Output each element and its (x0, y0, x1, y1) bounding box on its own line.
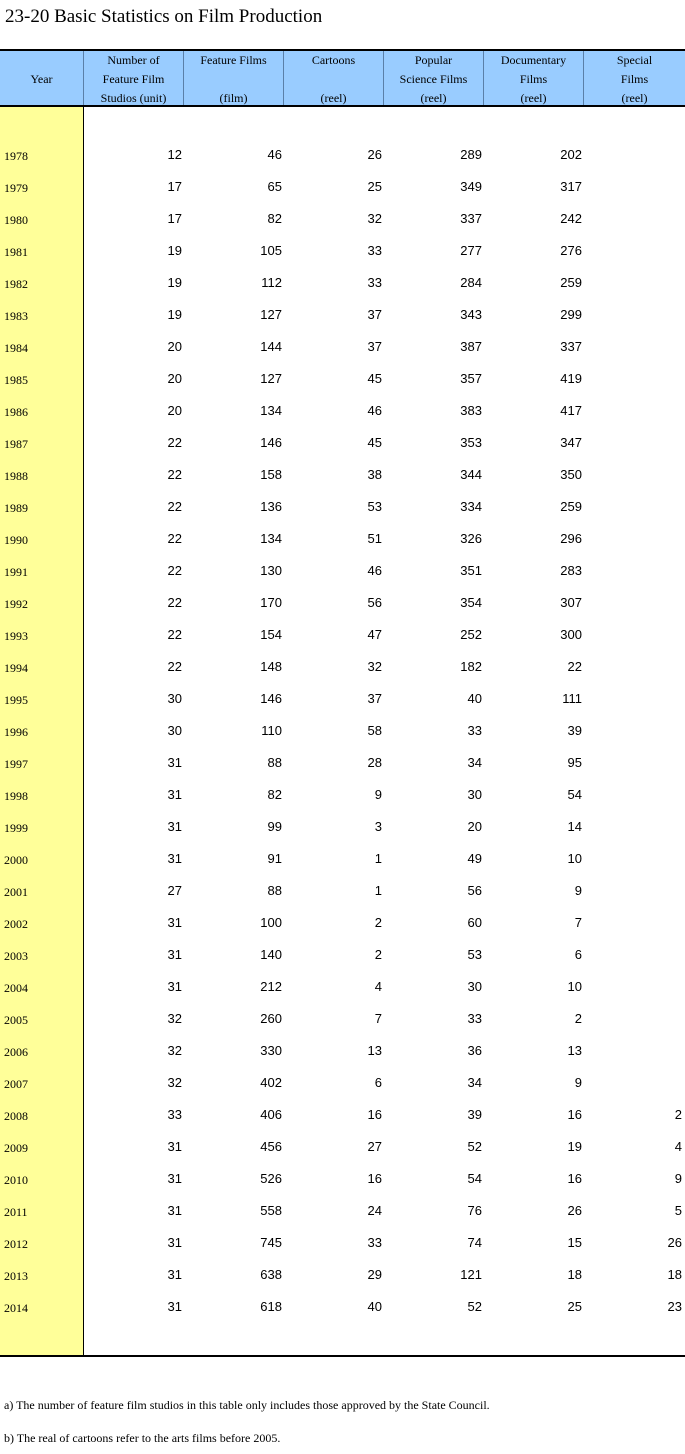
value-cell: 350 (560, 467, 582, 482)
year-cell: 1987 (4, 437, 28, 451)
value-cell: 242 (560, 211, 582, 226)
footnote-b: b) The real of cartoons refer to the arts films before 2005. (4, 1431, 281, 1445)
value-cell: 259 (560, 275, 582, 290)
header-line: Films (519, 72, 548, 86)
year-cell: 2014 (4, 1301, 28, 1315)
year-cell: 1989 (4, 501, 28, 515)
value-cell: 16 (367, 1171, 382, 1186)
value-cell: 112 (261, 275, 282, 290)
value-cell: 49 (467, 851, 482, 866)
value-cell: 148 (260, 659, 282, 674)
value-cell: 300 (560, 627, 582, 642)
value-cell: 56 (467, 883, 482, 898)
value-cell: 349 (460, 179, 482, 194)
value-cell: 60 (467, 915, 482, 930)
value-cell: 29 (367, 1267, 382, 1282)
table-row (0, 915, 685, 947)
table-row (0, 691, 685, 723)
value-cell: 91 (267, 851, 282, 866)
value-cell: 337 (560, 339, 582, 354)
value-cell: 357 (460, 371, 482, 386)
value-cell: 638 (260, 1267, 282, 1282)
value-cell: 14 (567, 819, 582, 834)
header-line (284, 70, 383, 89)
value-cell: 9 (674, 1171, 682, 1186)
value-cell: 134 (260, 403, 282, 418)
value-cell: 121 (460, 1267, 482, 1282)
table-row (0, 947, 685, 979)
value-cell: 9 (574, 1075, 582, 1090)
value-cell: 202 (560, 147, 582, 162)
value-cell: 19 (567, 1139, 582, 1154)
value-cell: 456 (260, 1139, 282, 1154)
value-cell: 7 (574, 915, 582, 930)
year-cell: 2000 (4, 853, 28, 867)
value-cell: 337 (460, 211, 482, 226)
value-cell: 52 (467, 1299, 482, 1314)
value-cell: 20 (167, 403, 182, 418)
year-cell: 1990 (4, 533, 28, 547)
value-cell: 32 (167, 1011, 182, 1026)
year-cell: 1983 (4, 309, 28, 323)
value-cell: 100 (260, 915, 282, 930)
header-line: (reel) (520, 91, 547, 105)
header-line: Popular (414, 53, 453, 67)
year-cell: 1993 (4, 629, 28, 643)
value-cell: 417 (560, 403, 582, 418)
header-cell (84, 51, 184, 105)
value-cell: 105 (260, 243, 282, 258)
value-cell: 354 (460, 595, 482, 610)
value-cell: 31 (167, 1171, 182, 1186)
table-row (0, 243, 685, 275)
value-cell: 31 (167, 979, 182, 994)
value-cell: 22 (167, 531, 182, 546)
value-cell: 18 (567, 1267, 582, 1282)
header-cell (584, 51, 685, 105)
value-cell: 20 (467, 819, 482, 834)
header-line: Cartoons (311, 53, 356, 67)
value-cell: 30 (467, 787, 482, 802)
value-cell: 22 (167, 627, 182, 642)
value-cell: 252 (460, 627, 482, 642)
value-cell: 32 (367, 659, 382, 674)
table-row (0, 467, 685, 499)
value-cell: 343 (460, 307, 482, 322)
header-cell (0, 51, 84, 105)
value-cell: 289 (460, 147, 482, 162)
table-row (0, 979, 685, 1011)
value-cell: 22 (167, 467, 182, 482)
value-cell: 82 (267, 211, 282, 226)
value-cell: 25 (567, 1299, 582, 1314)
value-cell: 276 (560, 243, 582, 258)
year-cell: 1998 (4, 789, 28, 803)
value-cell: 4 (674, 1139, 682, 1154)
value-cell: 33 (167, 1107, 182, 1122)
value-cell: 317 (560, 179, 582, 194)
value-cell: 558 (260, 1203, 282, 1218)
value-cell: 46 (267, 147, 282, 162)
value-cell: 182 (460, 659, 482, 674)
header-line: Science Films (399, 72, 468, 86)
value-cell: 33 (367, 1235, 382, 1250)
year-cell: 1997 (4, 757, 28, 771)
value-cell: 19 (167, 307, 182, 322)
value-cell: 31 (167, 819, 182, 834)
value-cell: 22 (167, 435, 182, 450)
value-cell: 277 (460, 243, 482, 258)
value-cell: 31 (167, 1203, 182, 1218)
value-cell: 95 (567, 755, 582, 770)
value-cell: 22 (567, 659, 582, 674)
table-header (0, 49, 685, 107)
year-cell: 2004 (4, 981, 28, 995)
value-cell: 10 (567, 851, 582, 866)
value-cell: 19 (167, 275, 182, 290)
value-cell: 53 (367, 499, 382, 514)
value-cell: 54 (567, 787, 582, 802)
value-cell: 260 (260, 1011, 282, 1026)
header-line (0, 89, 83, 108)
value-cell: 45 (367, 435, 382, 450)
value-cell: 134 (260, 531, 282, 546)
header-line: (reel) (320, 91, 347, 105)
header-line (0, 51, 83, 70)
table-row (0, 1203, 685, 1235)
value-cell: 58 (367, 723, 382, 738)
table-row (0, 883, 685, 915)
value-cell: 6 (574, 947, 582, 962)
value-cell: 34 (467, 755, 482, 770)
value-cell: 146 (260, 435, 282, 450)
value-cell: 56 (367, 595, 382, 610)
value-cell: 24 (367, 1203, 382, 1218)
value-cell: 127 (260, 307, 282, 322)
value-cell: 9 (574, 883, 582, 898)
value-cell: 31 (167, 755, 182, 770)
value-cell: 5 (674, 1203, 682, 1218)
value-cell: 110 (261, 723, 282, 738)
value-cell: 82 (267, 787, 282, 802)
header-cell (184, 51, 284, 105)
value-cell: 37 (367, 307, 382, 322)
footnote-a: a) The number of feature film studios in this table only includes those approved by the State Council. (4, 1398, 490, 1412)
value-cell: 22 (167, 659, 182, 674)
year-cell: 2010 (4, 1173, 28, 1187)
table-row (0, 371, 685, 403)
value-cell: 54 (467, 1171, 482, 1186)
value-cell: 130 (260, 563, 282, 578)
year-cell: 1980 (4, 213, 28, 227)
value-cell: 22 (167, 595, 182, 610)
value-cell: 344 (460, 467, 482, 482)
value-cell: 296 (560, 531, 582, 546)
value-cell: 31 (167, 947, 182, 962)
header-cell (284, 51, 384, 105)
value-cell: 33 (367, 275, 382, 290)
value-cell: 31 (167, 787, 182, 802)
value-cell: 326 (460, 531, 482, 546)
year-cell: 1999 (4, 821, 28, 835)
value-cell: 284 (460, 275, 482, 290)
value-cell: 25 (367, 179, 382, 194)
year-cell: 2002 (4, 917, 28, 931)
value-cell: 39 (467, 1107, 482, 1122)
value-cell: 419 (560, 371, 582, 386)
value-cell: 74 (467, 1235, 482, 1250)
year-cell: 2008 (4, 1109, 28, 1123)
value-cell: 27 (367, 1139, 382, 1154)
value-cell: 351 (460, 563, 482, 578)
value-cell: 76 (467, 1203, 482, 1218)
value-cell: 33 (467, 723, 482, 738)
value-cell: 39 (567, 723, 582, 738)
value-cell: 618 (260, 1299, 282, 1314)
year-cell: 1984 (4, 341, 28, 355)
table-row (0, 755, 685, 787)
value-cell: 26 (667, 1235, 682, 1250)
table-row (0, 1267, 685, 1299)
year-cell: 1986 (4, 405, 28, 419)
year-cell: 1992 (4, 597, 28, 611)
year-cell: 2003 (4, 949, 28, 963)
value-cell: 13 (367, 1043, 382, 1058)
value-cell: 6 (374, 1075, 382, 1090)
value-cell: 47 (367, 627, 382, 642)
value-cell: 30 (167, 723, 182, 738)
value-cell: 10 (567, 979, 582, 994)
table-row (0, 1235, 685, 1267)
value-cell: 111 (562, 691, 582, 706)
value-cell: 170 (260, 595, 282, 610)
year-cell: 1991 (4, 565, 28, 579)
value-cell: 40 (467, 691, 482, 706)
value-cell: 46 (367, 563, 382, 578)
value-cell: 45 (367, 371, 382, 386)
year-cell: 2012 (4, 1237, 28, 1251)
value-cell: 402 (260, 1075, 282, 1090)
value-cell: 19 (167, 243, 182, 258)
value-cell: 38 (367, 467, 382, 482)
table-row (0, 211, 685, 243)
value-cell: 18 (667, 1267, 682, 1282)
value-cell: 22 (167, 499, 182, 514)
table-row (0, 147, 685, 179)
value-cell: 526 (260, 1171, 282, 1186)
value-cell: 51 (367, 531, 382, 546)
value-cell: 22 (167, 563, 182, 578)
table-row (0, 1299, 685, 1331)
value-cell: 387 (460, 339, 482, 354)
value-cell: 16 (367, 1107, 382, 1122)
value-cell: 33 (367, 243, 382, 258)
value-cell: 13 (567, 1043, 582, 1058)
value-cell: 26 (367, 147, 382, 162)
value-cell: 32 (167, 1075, 182, 1090)
header-line: Special (616, 53, 653, 67)
table-row (0, 1171, 685, 1203)
header-line: Documentary (500, 53, 567, 67)
value-cell: 154 (260, 627, 282, 642)
table-row (0, 531, 685, 563)
value-cell: 30 (167, 691, 182, 706)
value-cell: 34 (467, 1075, 482, 1090)
header-line: Number of (107, 53, 160, 67)
header-line: Year (30, 72, 53, 86)
value-cell: 37 (367, 691, 382, 706)
year-cell: 2009 (4, 1141, 28, 1155)
value-cell: 2 (674, 1107, 682, 1122)
table-row (0, 627, 685, 659)
header-line: (reel) (621, 91, 648, 105)
value-cell: 23 (667, 1299, 682, 1314)
table-row (0, 1075, 685, 1107)
value-cell: 31 (167, 1267, 182, 1282)
table-row (0, 595, 685, 627)
value-cell: 30 (467, 979, 482, 994)
value-cell: 745 (260, 1235, 282, 1250)
value-cell: 283 (560, 563, 582, 578)
table-row (0, 307, 685, 339)
table-row (0, 659, 685, 691)
value-cell: 16 (567, 1107, 582, 1122)
value-cell: 32 (367, 211, 382, 226)
value-cell: 16 (567, 1171, 582, 1186)
table-row (0, 819, 685, 851)
value-cell: 40 (367, 1299, 382, 1314)
value-cell: 1 (374, 883, 382, 898)
table-row (0, 1043, 685, 1075)
value-cell: 127 (260, 371, 282, 386)
table-row (0, 275, 685, 307)
header-line (184, 70, 283, 89)
value-cell: 17 (167, 211, 182, 226)
value-cell: 347 (560, 435, 582, 450)
table-row (0, 1011, 685, 1043)
table-bottom-rule (0, 1355, 685, 1357)
value-cell: 20 (167, 371, 182, 386)
year-cell: 1985 (4, 373, 28, 387)
table-row (0, 179, 685, 211)
year-cell: 2001 (4, 885, 28, 899)
header-line: Studios (unit) (100, 91, 167, 105)
table-row (0, 435, 685, 467)
value-cell: 31 (167, 1299, 182, 1314)
year-cell: 1994 (4, 661, 28, 675)
value-cell: 37 (367, 339, 382, 354)
value-cell: 9 (374, 787, 382, 802)
header-cell (384, 51, 484, 105)
page-title: 23-20 Basic Statistics on Film Production (5, 6, 323, 27)
year-cell: 1982 (4, 277, 28, 291)
value-cell: 31 (167, 1139, 182, 1154)
value-cell: 31 (167, 851, 182, 866)
value-cell: 26 (567, 1203, 582, 1218)
value-cell: 1 (374, 851, 382, 866)
value-cell: 17 (167, 179, 182, 194)
year-cell: 1996 (4, 725, 28, 739)
year-cell: 2005 (4, 1013, 28, 1027)
header-line: Feature Film (102, 72, 165, 86)
value-cell: 46 (367, 403, 382, 418)
value-cell: 31 (167, 1235, 182, 1250)
value-cell: 307 (560, 595, 582, 610)
table-row (0, 499, 685, 531)
value-cell: 88 (267, 755, 282, 770)
header-line: Feature Films (200, 53, 267, 67)
value-cell: 144 (260, 339, 282, 354)
table-row (0, 563, 685, 595)
value-cell: 3 (374, 819, 382, 834)
table-row (0, 787, 685, 819)
value-cell: 2 (374, 915, 382, 930)
value-cell: 334 (460, 499, 482, 514)
table-row (0, 339, 685, 371)
value-cell: 31 (167, 915, 182, 930)
value-cell: 53 (467, 947, 482, 962)
header-cell (484, 51, 584, 105)
header-line: Films (620, 72, 649, 86)
table-row (0, 1139, 685, 1171)
year-cell: 1978 (4, 149, 28, 163)
value-cell: 7 (374, 1011, 382, 1026)
year-cell: 2011 (4, 1205, 28, 1219)
value-cell: 33 (467, 1011, 482, 1026)
year-cell: 1979 (4, 181, 28, 195)
value-cell: 28 (367, 755, 382, 770)
value-cell: 99 (267, 819, 282, 834)
value-cell: 27 (167, 883, 182, 898)
value-cell: 2 (574, 1011, 582, 1026)
value-cell: 259 (560, 499, 582, 514)
year-cell: 1995 (4, 693, 28, 707)
value-cell: 383 (460, 403, 482, 418)
header-line: (film) (219, 91, 248, 105)
value-cell: 15 (567, 1235, 582, 1250)
year-cell: 2006 (4, 1045, 28, 1059)
value-cell: 36 (467, 1043, 482, 1058)
value-cell: 136 (260, 499, 282, 514)
value-cell: 353 (460, 435, 482, 450)
value-cell: 330 (260, 1043, 282, 1058)
value-cell: 406 (260, 1107, 282, 1122)
value-cell: 140 (260, 947, 282, 962)
table-row (0, 723, 685, 755)
value-cell: 146 (260, 691, 282, 706)
header-line: (reel) (420, 91, 447, 105)
value-cell: 212 (260, 979, 282, 994)
table-row (0, 851, 685, 883)
value-cell: 88 (267, 883, 282, 898)
value-cell: 299 (560, 307, 582, 322)
table-row (0, 403, 685, 435)
year-cell: 2007 (4, 1077, 28, 1091)
year-cell: 1981 (4, 245, 28, 259)
year-cell: 2013 (4, 1269, 28, 1283)
value-cell: 20 (167, 339, 182, 354)
value-cell: 32 (167, 1043, 182, 1058)
value-cell: 12 (167, 147, 182, 162)
value-cell: 4 (374, 979, 382, 994)
value-cell: 2 (374, 947, 382, 962)
value-cell: 65 (267, 179, 282, 194)
table-row (0, 1107, 685, 1139)
value-cell: 158 (260, 467, 282, 482)
year-cell: 1988 (4, 469, 28, 483)
value-cell: 52 (467, 1139, 482, 1154)
